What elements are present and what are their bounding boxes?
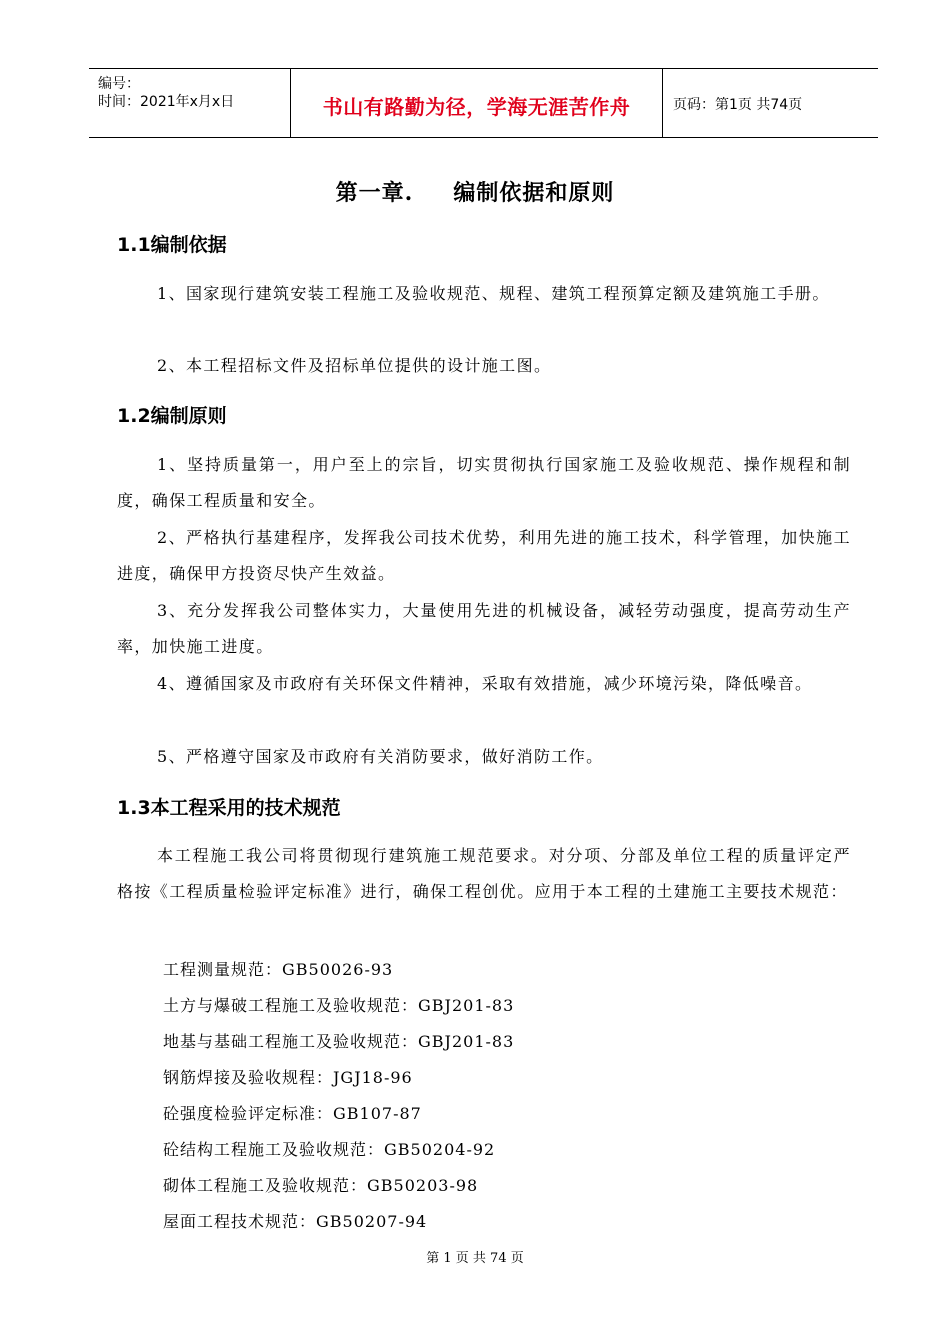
chapter-number: 第一章. [335, 180, 414, 206]
paragraph: 5、严格遵守国家及市政府有关消防要求，做好消防工作。 [157, 747, 604, 766]
spec-list-item: 砌体工程施工及验收规范：GB50203-98 [163, 1176, 479, 1195]
header-motto: 书山有路勤为径，学海无涯苦作舟 [322, 95, 631, 119]
paragraph: 3、充分发挥我公司整体实力，大量使用先进的机械设备，减轻劳动强度，提高劳动生产率，加快施工进度。 [117, 601, 851, 656]
paragraph: 2、严格执行基建程序，发挥我公司技术优势，利用先进的施工技术，科学管理，加快施工进度，确保甲方投资尽快产生效益。 [117, 528, 851, 583]
document-date: 时间：2021年x月x日 [98, 94, 235, 110]
spec-list-item: 砼强度检验评定标准：GB107-87 [163, 1104, 422, 1123]
paragraph: 本工程施工我公司将贯彻现行建筑施工规范要求。对分项、分部及单位工程的质量评定严格按《工程质量检验评定标准》进行，确保工程创优。应用于本工程的土建施工主要技术规范： [117, 846, 851, 901]
spec-list-item: 屋面工程技术规范：GB50207-94 [163, 1212, 428, 1231]
header-page-cell [663, 69, 878, 137]
page-footer: 第 1 页 共 74 页 [426, 1251, 524, 1266]
section-heading: 1.1编制依据 [117, 234, 227, 256]
header-motto-cell [291, 69, 663, 137]
header-page-info: 页码：第1页 共74页 [673, 97, 803, 113]
spec-list-item: 砼结构工程施工及验收规范：GB50204-92 [163, 1140, 496, 1159]
section-heading: 1.2编制原则 [117, 405, 227, 427]
paragraph: 1、国家现行建筑安装工程施工及验收规范、规程、建筑工程预算定额及建筑施工手册。 [157, 284, 830, 303]
chapter-title [0, 176, 950, 207]
spec-list-item: 钢筋焊接及验收规程：JGJ18-96 [163, 1068, 413, 1087]
paragraph: 1、坚持质量第一，用户至上的宗旨，切实贯彻执行国家施工及验收规范、操作规程和制度，确保工程质量和安全。 [117, 455, 851, 510]
spec-list-item: 土方与爆破工程施工及验收规范：GBJ201-83 [163, 996, 515, 1015]
spec-list-item: 工程测量规范：GB50026-93 [163, 960, 394, 979]
section-heading: 1.3本工程采用的技术规范 [117, 797, 341, 819]
page-header [89, 68, 878, 138]
header-left-cell [89, 69, 291, 137]
paragraph: 4、遵循国家及市政府有关环保文件精神，采取有效措施，减少环境污染，降低噪音。 [157, 674, 813, 693]
paragraph: 2、本工程招标文件及招标单位提供的设计施工图。 [157, 356, 552, 375]
chapter-name: 编制依据和原则 [453, 180, 615, 206]
document-number-label: 编号： [98, 76, 140, 92]
spec-list-item: 地基与基础工程施工及验收规范：GBJ201-83 [163, 1032, 515, 1051]
